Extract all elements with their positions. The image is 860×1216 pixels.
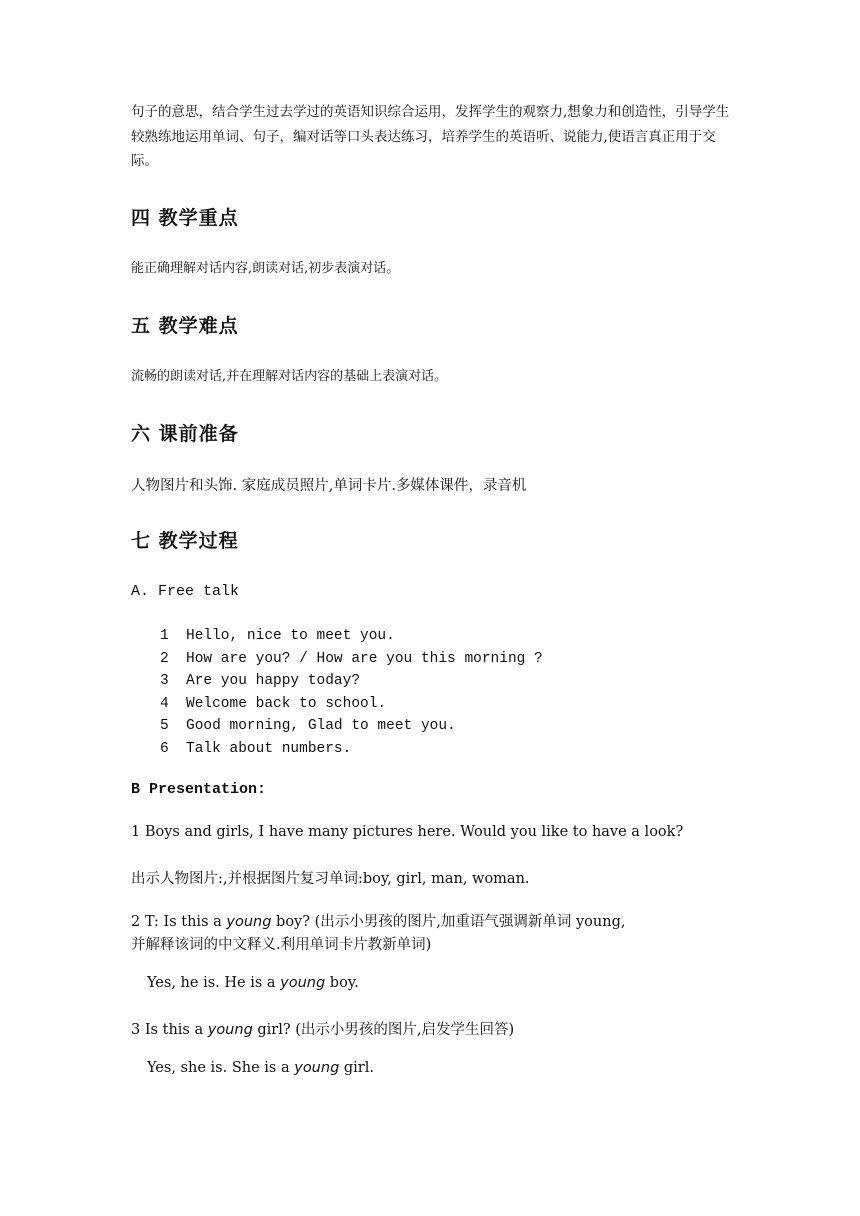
list-item — [160, 670, 543, 693]
free-talk-title: A. Free talk — [131, 583, 240, 600]
text-segment: girl? (出示小男孩的图片,启发学生回答) — [252, 1022, 515, 1038]
presentation-answer-boy — [147, 975, 359, 991]
teaching-difficulty-text: 流畅的朗读对话,并在理解对话内容的基础上表演对话。 — [131, 369, 448, 384]
heading-teaching-process: 七 教学过程 — [131, 530, 239, 552]
list-item-text: Are you happy today? — [186, 673, 361, 690]
emphasized-word: young — [226, 914, 272, 930]
presentation-step-3 — [131, 1018, 514, 1039]
text-segment: Yes, she is. She is a — [147, 1060, 295, 1076]
list-item — [160, 648, 543, 671]
teaching-focus-text: 能正确理解对话内容,朗读对话,初步表演对话。 — [131, 261, 400, 276]
presentation-review-words: 出示人物图片:,并根据图片复习单词:boy, girl, man, woman. — [131, 871, 530, 887]
heading-teaching-focus: 四 教学重点 — [131, 207, 239, 229]
list-item-number: 2 — [160, 650, 169, 667]
preparation-text: 人物图片和头饰. 家庭成员照片,单词卡片.多媒体课件，录音机 — [131, 478, 527, 494]
list-item — [160, 715, 543, 738]
presentation-step-1: 1 Boys and girls, I have many pictures here. Would you like to have a look? — [131, 824, 684, 840]
text-segment: 3 Is this a — [131, 1022, 208, 1038]
list-item — [160, 693, 543, 716]
list-item-number: 6 — [160, 740, 169, 757]
text-segment: girl. — [339, 1060, 374, 1076]
presentation-title: B Presentation: — [131, 781, 267, 798]
list-item-number: 4 — [160, 695, 169, 712]
list-item-text: Welcome back to school. — [186, 695, 387, 712]
list-item-number: 5 — [160, 718, 169, 735]
list-item-text: How are you? / How are you this morning ? — [186, 650, 543, 667]
free-talk-list — [160, 625, 543, 761]
emphasized-word: young — [294, 1060, 340, 1076]
list-item — [160, 625, 543, 648]
text-segment: 2 T: Is this a — [131, 914, 227, 930]
text-segment: boy. — [325, 975, 359, 991]
intro-paragraph: 句子的意思，结合学生过去学过的英语知识综合运用，发挥学生的观察力,想象力和创造性，引导学生较熟练地运用单词、句子，编对话等口头表达练习，培养学生的英语听、说能力,使语言真正用于交际。 — [131, 104, 730, 169]
presentation-answer-girl — [147, 1060, 374, 1076]
presentation-step-2-line-1 — [131, 910, 625, 931]
presentation-step-2-line-2: 并解释该词的中文释义.利用单词卡片教新单词) — [131, 937, 432, 953]
list-item-number: 3 — [160, 673, 169, 690]
text-segment: boy? (出示小男孩的图片,加重语气强调新单词 young, — [271, 914, 626, 930]
list-item-number: 1 — [160, 628, 169, 644]
emphasized-word: young — [207, 1022, 253, 1038]
list-item-text: Talk about numbers. — [186, 740, 352, 757]
emphasized-word: young — [280, 975, 326, 991]
list-item — [160, 738, 543, 761]
list-item-text: Good morning, Glad to meet you. — [186, 718, 456, 735]
text-segment: Yes, he is. He is a — [147, 975, 281, 991]
heading-preparation: 六 课前准备 — [131, 423, 239, 445]
heading-teaching-difficulty: 五 教学难点 — [131, 315, 239, 337]
list-item-text: Hello, nice to meet you. — [186, 628, 395, 644]
